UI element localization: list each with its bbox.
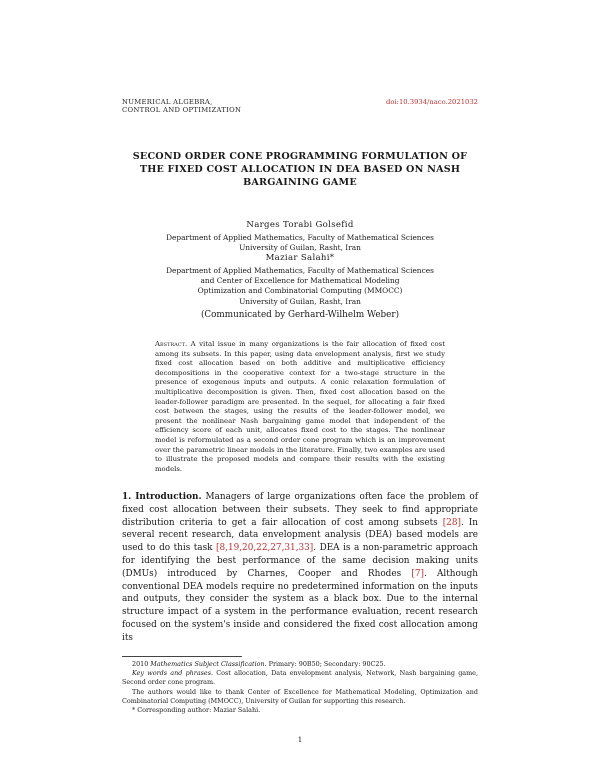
paper-title: [122, 150, 478, 189]
footnote-msc: [122, 660, 478, 669]
title-line: THE FIXED COST ALLOCATION IN DEA BASED ON NASH: [139, 164, 461, 175]
intro-text: . Although conventional DEA models require no predetermined information on the inputs and outputs, they consider the system as a black box. Due to the internal structure impact of a system in the performance evaluation, recent research focused on the system's inside and considered the fixed cost allocation among its: [122, 568, 478, 643]
title-line: BARGAINING GAME: [243, 177, 357, 188]
msc-prefix: 2010: [132, 660, 151, 668]
affiliation-line: Department of Applied Mathematics, Faculty of Mathematical Sciences: [166, 266, 434, 275]
msc-label: Mathematics Subject Classification.: [150, 660, 267, 668]
journal-name-line1: NUMERICAL ALGEBRA,: [122, 98, 213, 106]
section-heading: Introduction.: [135, 492, 202, 502]
affiliation-line: University of Guilan, Rasht, Iran: [239, 243, 361, 253]
intro-text: . DEA is a non-parametric approach for identifying the best performance of the same decision making units (DMUs) introduced by Charnes, Cooper and Rhodes: [122, 543, 478, 579]
section-number: 1.: [122, 492, 132, 502]
affiliation-line: Optimization and Combinatorial Computing (MMOCC): [197, 286, 403, 296]
keywords-label: Key words and phrases.: [132, 669, 214, 678]
msc-text: Primary: 90B50; Secondary: 90C25.: [266, 660, 386, 668]
abstract-label: Abstract.: [155, 340, 188, 348]
author-name: Maziar Salahi*: [265, 253, 335, 263]
footnote-keywords: [122, 669, 478, 687]
title-line: SECOND ORDER CONE PROGRAMMING FORMULATION OF: [132, 151, 468, 162]
communicated-by: (Communicated by Gerhard-Wilhelm Weber): [200, 310, 400, 320]
footnote-thanks: The authors would like to thank Center of Excellence for Mathematical Modeling, Optimization and Combinatorial Computing (MMOCC), University of Guilan for supporting this research.: [122, 687, 478, 705]
abstract: [155, 340, 445, 474]
footnote-corresponding: * Corresponding author: Maziar Salahi.: [132, 706, 261, 715]
intro-text: . In several recent research, data envelopment analysis (DEA) based models are used to do this task: [122, 517, 478, 554]
journal-name-line2: CONTROL AND OPTIMIZATION: [122, 106, 242, 114]
doi-link[interactable]: doi:10.3934/naco.2021032: [386, 98, 478, 106]
citation-link[interactable]: [7]: [411, 568, 424, 579]
affiliation-line: Department of Applied Mathematics, Faculty of Mathematical Sciences: [166, 233, 434, 242]
abstract-text: A vital issue in many organizations is the fair allocation of fixed cost among its subsets. In this paper, using data envelopment analysis, first we study fixed cost allocation based on both additive and multiplicative efficiency decompositions in the cooperative context for a two-stage structure in the presence of exogenous inputs and outputs. A conic relaxation formulation of multiplicative decomposition is given. Then, fixed cost allocation based on the leader-follower paradigm are presented. In the sequel, for allocating a fair fixed cost between the stages, using the results of the leader-follower model, we present the nonlinear Nash bargaining game model that independent of the efficiency score of each unit, allocates fixed cost to the stages. The nonlinear model is reformulated as a second order cone program which is an improvement over the parametric linear models in the literature. Finally, two examples are used to illustrate the proposed models and compare their results with the existing models.: [155, 340, 445, 473]
intro-text: Managers of large organizations often face the problem of fixed cost allocation between their subsets. They seek to find appropriate distribution criteria to get a fair allocation of cost among subsets: [122, 492, 479, 528]
affiliation-line: University of Guilan, Rasht, Iran: [239, 296, 361, 306]
citation-link[interactable]: [28]: [442, 517, 461, 528]
author-affiliation: [122, 233, 478, 253]
journal-name: [122, 98, 241, 114]
page-number: 1: [297, 735, 303, 744]
footnotes: [122, 660, 478, 715]
introduction-section: [122, 491, 478, 645]
citation-link[interactable]: [8,19,20,22,27,31,33]: [216, 543, 314, 554]
keywords-text: Cost allocation, Data envelopment analysis, Network, Nash bargaining game, Second order cone program.: [122, 669, 478, 687]
affiliation-line: and Center of Excellence for Mathematical Modeling: [200, 276, 400, 286]
author-affiliation: [122, 266, 478, 307]
author-name: Narges Torabi Golsefid: [246, 220, 354, 230]
footnote-divider: [122, 656, 242, 657]
